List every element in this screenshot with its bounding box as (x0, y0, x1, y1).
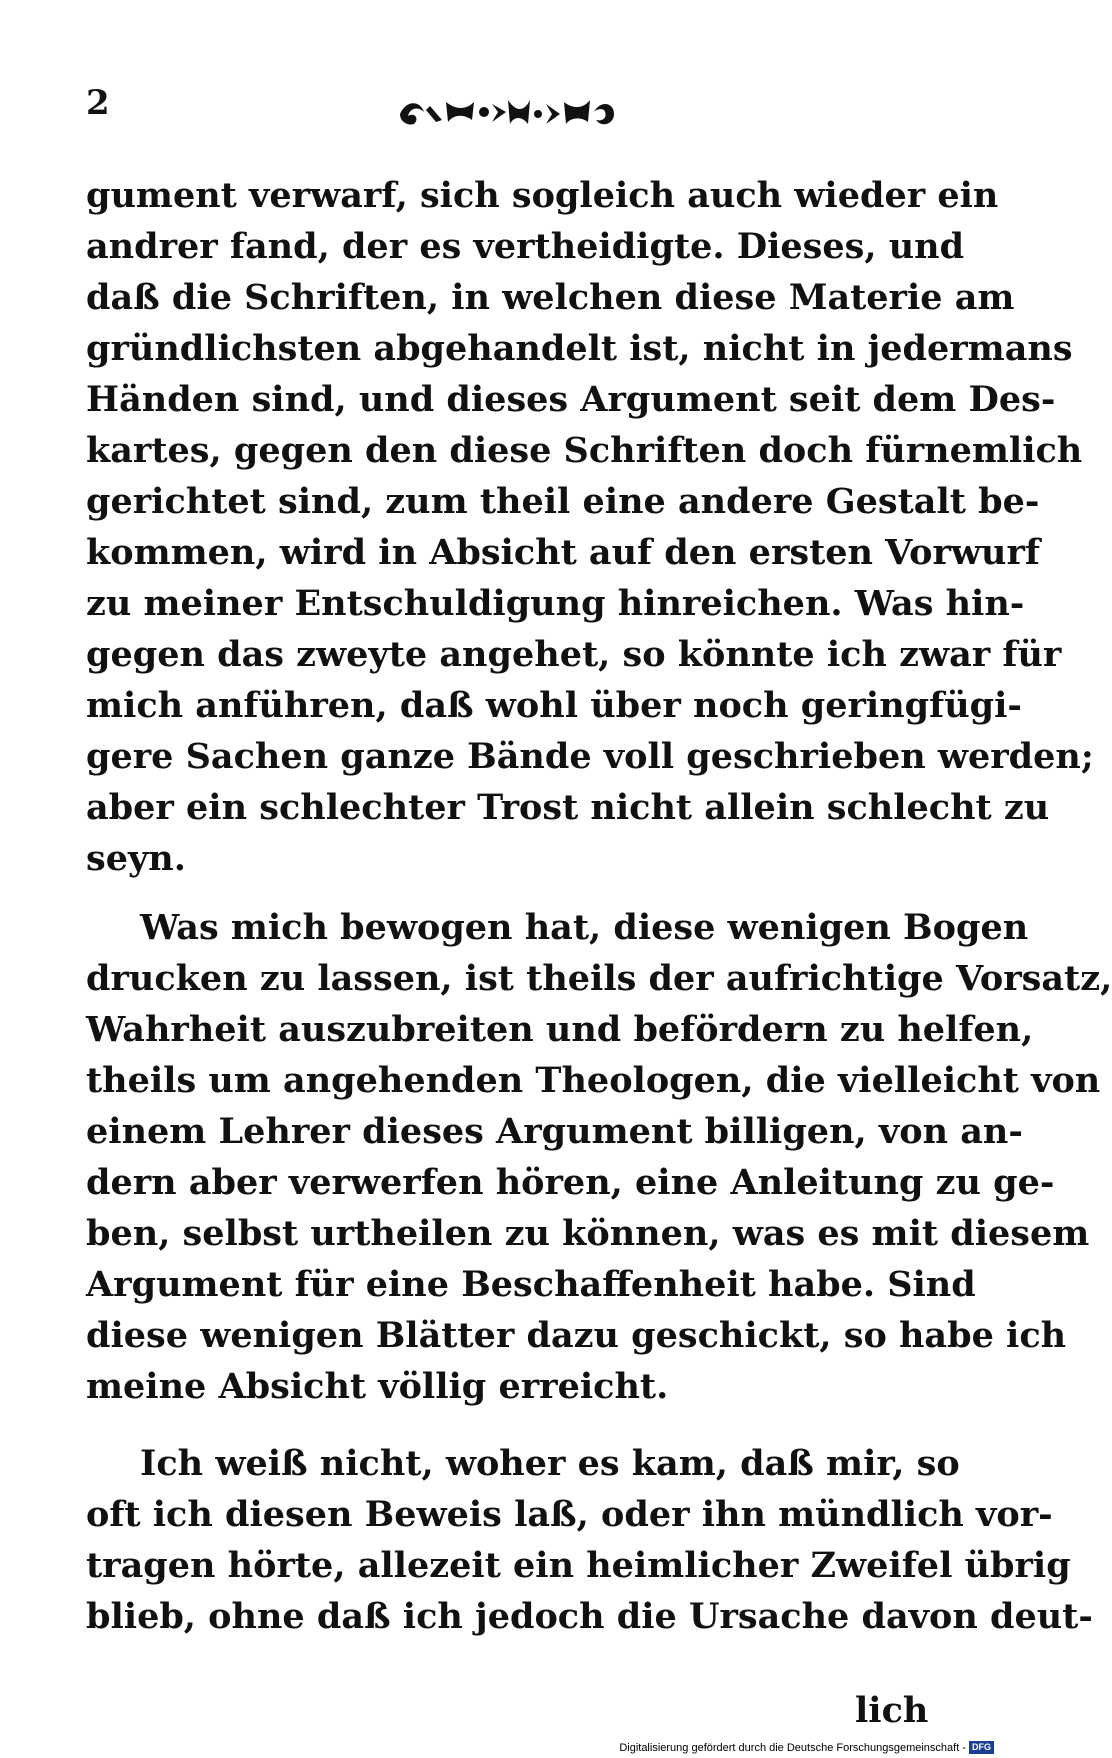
text-line: diese wenigen Blätter dazu geschickt, so habe ich (86, 1315, 1067, 1356)
text-line: seyn. (86, 838, 186, 879)
page-number: 2 (86, 83, 110, 123)
text-line: oft ich diesen Beweis laß, oder ihn mündlich vor- (86, 1494, 1053, 1535)
text-line: meine Absicht völlig erreicht. (86, 1366, 669, 1407)
paragraph-3 (86, 1438, 1093, 1642)
text-line: andrer fand, der es vertheidigte. Dieses, und (86, 226, 965, 267)
dfg-logo: DFG (969, 1741, 994, 1754)
text-line: Händen sind, und dieses Argument seit dem Des- (86, 379, 1056, 420)
text-line: gegen das zweyte angehet, so könnte ich zwar für (86, 634, 1062, 675)
text-line: daß die Schriften, in welchen diese Materie am (86, 277, 1015, 318)
paragraph-1 (86, 170, 1094, 884)
text-line: einem Lehrer dieses Argument billigen, von an- (86, 1111, 1023, 1152)
text-line: theils um angehenden Theologen, die vielleicht von (86, 1060, 1101, 1101)
digitization-footer (619, 1741, 994, 1754)
text-line: Wahrheit auszubreiten und befördern zu helfen, (86, 1009, 1034, 1050)
text-line: kommen, wird in Absicht auf den ersten Vorwurf (86, 532, 1040, 573)
ornament-icon (396, 92, 618, 134)
text-line: gerichtet sind, zum theil eine andere Gestalt be- (86, 481, 1040, 522)
text-line: gründlichsten abgehandelt ist, nicht in jedermans (86, 328, 1073, 369)
text-line: aber ein schlechter Trost nicht allein schlecht zu (86, 787, 1050, 828)
text-line: zu meiner Entschuldigung hinreichen. Was hin- (86, 583, 1025, 624)
text-line: mich anführen, daß wohl über noch geringfügi- (86, 685, 1022, 726)
text-line: tragen hörte, allezeit ein heimlicher Zweifel übrig (86, 1545, 1071, 1586)
text-line: dern aber verwerfen hören, eine Anleitung zu ge- (86, 1162, 1055, 1203)
text-line: Was mich bewogen hat, diese wenigen Bogen (140, 907, 1029, 948)
text-line: Argument für eine Beschaffenheit habe. Sind (86, 1264, 976, 1305)
text-line: gument verwarf, sich sogleich auch wieder ein (86, 175, 999, 216)
text-line: drucken zu lassen, ist theils der aufrichtige Vorsatz, (86, 958, 1112, 999)
text-line: ben, selbst urtheilen zu können, was es mit diesem (86, 1213, 1090, 1254)
text-line: kartes, gegen den diese Schriften doch fürnemlich (86, 430, 1083, 471)
footer-text: Digitalisierung gefördert durch die Deutsche Forschungsgemeinschaft - (619, 1741, 966, 1754)
text-line: Ich weiß nicht, woher es kam, daß mir, so (140, 1443, 960, 1484)
catchword: lich (855, 1690, 929, 1731)
paragraph-2 (86, 902, 1112, 1412)
text-line: blieb, ohne daß ich jedoch die Ursache davon deut- (86, 1596, 1093, 1637)
text-line: gere Sachen ganze Bände voll geschrieben werden; (86, 736, 1094, 777)
